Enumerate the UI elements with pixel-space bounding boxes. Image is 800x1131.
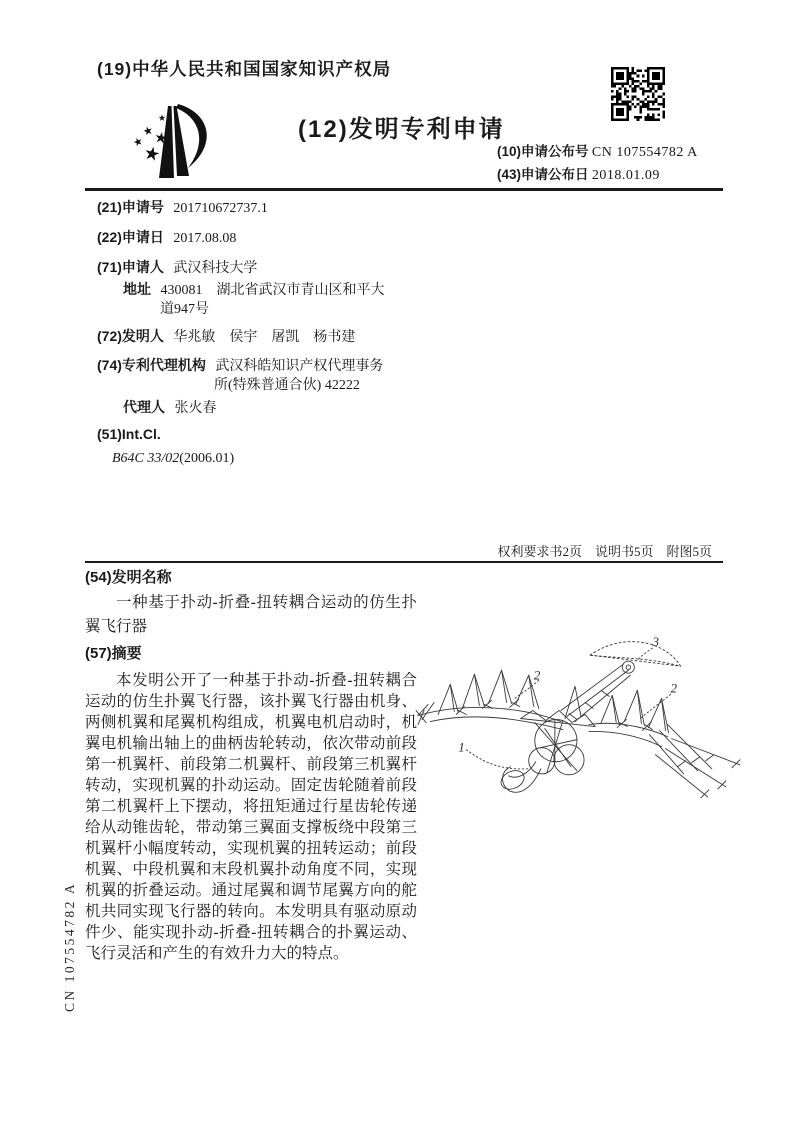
publication-block	[497, 141, 698, 187]
application-number-label: (21)申请号	[97, 199, 164, 215]
document-type-title: (12)发明专利申请	[298, 116, 505, 143]
application-date-label: (22)申请日	[97, 229, 164, 245]
applicant-label: (71)申请人	[97, 259, 164, 275]
applicant-value: 武汉科技大学	[173, 261, 258, 276]
publication-number-value: CN 107554782 A	[591, 145, 698, 160]
intcl-value-row	[97, 449, 469, 468]
invention-title: 一种基于扑动-折叠-扭转耦合运动的仿生扑翼飞行器	[85, 594, 417, 635]
bibliographic-section	[97, 198, 469, 468]
abstract-label: (57)摘要	[85, 645, 142, 662]
figure-label: 2	[670, 680, 678, 696]
agency-row-cont	[97, 376, 469, 395]
agent-label: 代理人	[123, 399, 165, 415]
application-date-value: 2017.08.08	[173, 231, 237, 246]
publication-date-label: (43)申请公布日	[497, 167, 589, 182]
publication-date-value: 2018.01.09	[591, 168, 660, 183]
logo-star	[159, 114, 166, 121]
agency-label: (74)专利代理机构	[97, 357, 206, 373]
inventors-row	[97, 327, 469, 347]
agency-line1: 武汉科皓知识产权代理事务	[215, 359, 384, 374]
publication-number-label: (10)申请公布号	[497, 144, 589, 159]
header-divider	[85, 188, 723, 191]
logo-tower-right	[174, 106, 190, 176]
pages-info: 权利要求书2页 说明书5页 附图5页	[497, 544, 712, 559]
logo-star	[144, 145, 161, 161]
address-row-cont	[97, 300, 469, 319]
address-line1: 430081 湖北省武汉市青山区和平大	[160, 283, 385, 298]
logo-star	[133, 136, 144, 146]
agent-row	[97, 398, 469, 418]
cnipa-logo	[122, 98, 234, 192]
patent-figure	[408, 616, 745, 821]
abstract-text: 本发明公开了一种基于扑动-折叠-扭转耦合运动的仿生扑翼飞行器，该扑翼飞行器由机身、两侧机翼和尾翼机构组成，机翼电机启动时，机翼电机输出轴上的曲柄齿轮转动，依次带动前段第一机翼杆、前段第二机翼杆、前段第三机翼杆转动，实现机翼的扑动运动。固定齿轮随着前段第二机翼杆上下摆动，将扭矩通过行星齿轮传递给从动锥齿轮，带动第三翼面支撑板绕中段第三机翼杆小幅度转动，实现机翼的扭转运动；前段机翼、中段机翼和末段机翼扑动角度不同，实现机翼的折叠运动。通过尾翼和调节尾翼方向的舵机共同实现飞行器的转向。本发明具有驱动原动件少、能实现扑动-折叠-扭转耦合的扑翼运动、飞行灵活和产生的有效升力大的特点。	[85, 672, 417, 962]
application-number-row	[97, 198, 469, 218]
logo-star	[143, 125, 154, 135]
qr-modules	[611, 67, 665, 121]
side-publication-number: CN 107554782 A	[62, 881, 77, 1012]
mid-divider	[85, 561, 723, 563]
agency-row	[97, 356, 469, 376]
intcl-version: (2006.01)	[179, 451, 235, 466]
address-label: 地址	[123, 281, 151, 297]
intcl-row	[97, 425, 469, 445]
qr-code	[611, 67, 665, 121]
intcl-code: B64C 33/02	[112, 451, 180, 466]
figure-label: 3	[652, 634, 659, 650]
invention-title-label: (54)发明名称	[85, 569, 172, 586]
issuing-office: (19)中华人民共和国国家知识产权局	[97, 59, 392, 79]
inventors-value: 华兆敏 侯宇 屠凯 杨书建	[173, 330, 356, 345]
agency-line2: 所(特殊普通合伙) 42222	[214, 378, 360, 393]
intcl-label: (51)Int.Cl.	[97, 426, 161, 442]
figure-label: 2	[533, 667, 541, 683]
address-row	[97, 280, 469, 300]
address-line2: 道947号	[160, 302, 209, 317]
applicant-row	[97, 258, 469, 278]
agent-value: 张火春	[174, 401, 217, 416]
abstract-column	[85, 568, 417, 964]
publication-date-row	[497, 164, 698, 187]
application-number-value: 201710672737.1	[173, 201, 268, 216]
publication-number-row	[497, 141, 698, 164]
inventors-label: (72)发明人	[97, 328, 164, 344]
figure-label: 1	[458, 739, 465, 755]
right-wing-spar	[589, 723, 667, 736]
application-date-row	[97, 228, 469, 248]
